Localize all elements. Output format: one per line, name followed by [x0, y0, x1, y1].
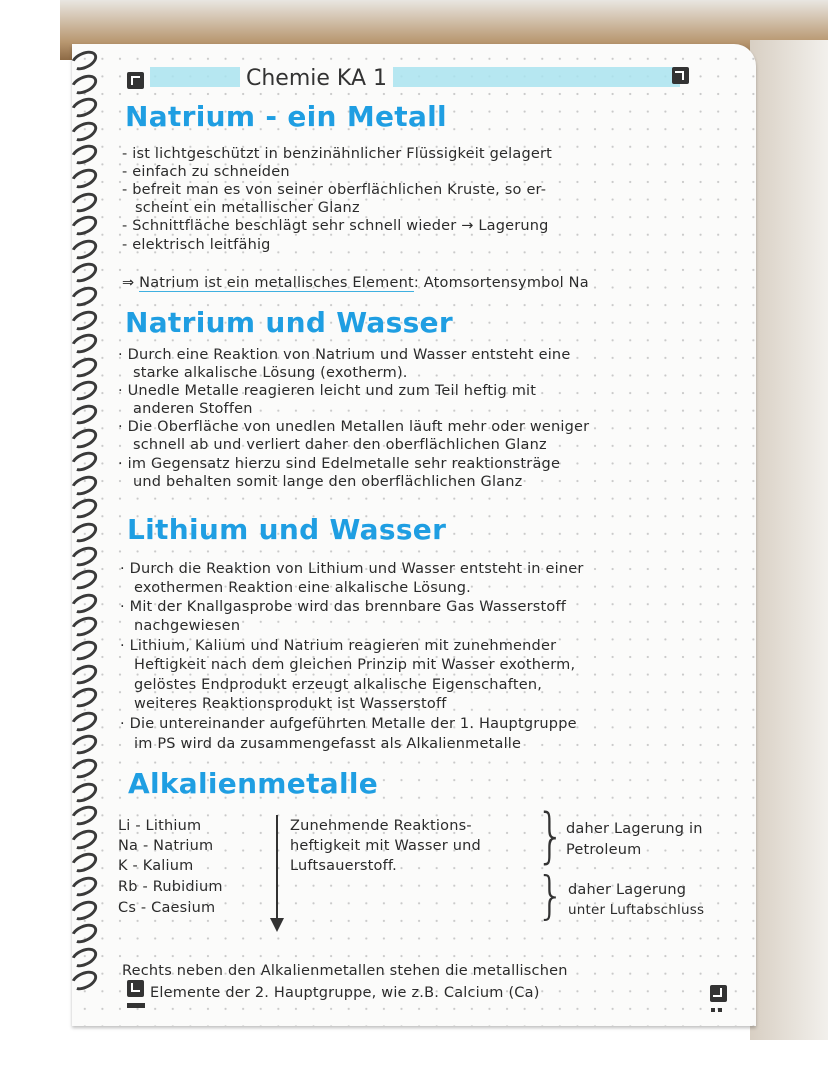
text-line: · im Gegensatz hierzu sind Edelmetalle sehr reaktionsträge [118, 456, 561, 472]
spiral-ring [68, 495, 101, 522]
title-highlight [150, 67, 680, 87]
corner-bracket-icon [710, 985, 727, 1002]
storage-text: unter Luftabschluss [568, 902, 705, 918]
spiral-ring [68, 94, 101, 121]
spiral-ring [68, 188, 101, 215]
spiral-ring [68, 896, 101, 923]
page-title: Chemie KA 1 [240, 66, 393, 91]
conclusion-underlined: Natrium ist ein metallisches Element [139, 275, 414, 291]
spiral-ring [68, 283, 101, 310]
text-line: · Unedle Metalle reagieren leicht und zum Teil heftig mit [118, 383, 537, 399]
spiral-ring [68, 778, 101, 805]
conclusion-rest: : Atomsortensymbol Na [413, 275, 589, 291]
spiral-ring [68, 849, 101, 876]
text-line: - einfach zu schneiden [122, 164, 290, 180]
spiral-ring [68, 920, 101, 947]
element-item: Na - Natrium [118, 838, 214, 854]
spiral-ring [68, 660, 101, 687]
heading-alkalienmetalle: Alkalienmetalle [128, 767, 379, 800]
spiral-ring [68, 141, 101, 168]
spiral-ring [68, 472, 101, 499]
text-line: · Mit der Knallgasprobe wird das brennbare Gas Wasserstoff [120, 599, 567, 615]
spiral-ring [68, 354, 101, 381]
text-line: schnell ab und verliert daher den oberflächlichen Glanz [133, 437, 547, 453]
decorative-dots [711, 1008, 715, 1012]
spiral-ring [68, 330, 101, 357]
text-line: und behalten somit lange den oberflächlichen Glanz [133, 474, 523, 490]
footer-line: Elemente der 2. Hauptgruppe, wie z.B. Calcium (Ca) [150, 985, 540, 1001]
spiral-ring [68, 755, 101, 782]
spiral-ring [68, 212, 101, 239]
background-right [750, 40, 828, 1040]
heading-lithium-wasser: Lithium und Wasser [127, 513, 447, 546]
text-line: · Lithium, Kalium und Natrium reagieren mit zunehmender [120, 638, 557, 654]
corner-bracket-icon [127, 980, 144, 997]
spiral-ring [68, 259, 101, 286]
spiral-ring [68, 542, 101, 569]
spiral-ring [68, 731, 101, 758]
text-line: weiteres Reaktionsprodukt ist Wasserstoff [134, 696, 447, 712]
text-line: · Die Oberfläche von unedlen Metallen läuft mehr oder weniger [118, 419, 590, 435]
text-line: exothermen Reaktion eine alkalische Lösung. [134, 580, 471, 596]
text-line: im PS wird da zusammengefasst als Alkalienmetalle [134, 736, 522, 752]
spiral-ring [68, 424, 101, 451]
spiral-ring [68, 306, 101, 333]
element-item: K - Kalium [118, 858, 194, 874]
storage-text: daher Lagerung in [566, 821, 703, 837]
spiral-ring [68, 70, 101, 97]
brace-icon: } [536, 865, 566, 925]
conclusion-line [122, 275, 589, 291]
spiral-ring [68, 165, 101, 192]
spiral-binding [62, 52, 102, 1012]
corner-bracket-icon [672, 67, 689, 84]
text-line: · Die untereinander aufgeführten Metalle der 1. Hauptgruppe [120, 716, 577, 732]
spiral-ring [68, 236, 101, 263]
text-line: Heftigkeit nach dem gleichen Prinzip mit Wasser exotherm, [134, 657, 576, 673]
spiral-ring [68, 566, 101, 593]
element-item: Rb - Rubidium [118, 879, 223, 895]
spiral-ring [68, 118, 101, 145]
text-line: · Durch eine Reaktion von Natrium und Wasser entsteht eine [118, 347, 571, 363]
implies-arrow: ⇒ [122, 275, 135, 291]
spiral-ring [68, 873, 101, 900]
heading-natrium-metall: Natrium - ein Metall [125, 100, 447, 133]
down-arrow-icon [276, 815, 278, 920]
element-item: Cs - Caesium [118, 900, 216, 916]
text-line: anderen Stoffen [133, 401, 253, 417]
spiral-ring [68, 590, 101, 617]
spiral-ring [68, 448, 101, 475]
text-line: gelöstes Endprodukt erzeugt alkalische Eigenschaften, [134, 677, 543, 693]
text-line: nachgewiesen [134, 618, 241, 634]
spiral-ring [68, 708, 101, 735]
footer-line: Rechts neben den Alkalienmetallen stehen die metallischen [122, 963, 568, 979]
text-line: - ist lichtgeschützt in benzinähnlicher Flüssigkeit gelagert [122, 146, 553, 162]
text-line: - Schnittfläche beschlägt sehr schnell wieder → Lagerung [122, 218, 549, 234]
spiral-ring [68, 684, 101, 711]
storage-text: Petroleum [566, 842, 642, 858]
text-line: · Durch die Reaktion von Lithium und Wasser entsteht in einer [120, 561, 584, 577]
spiral-ring [68, 967, 101, 994]
text-line: scheint ein metallischer Glanz [135, 200, 360, 216]
spiral-ring [68, 613, 101, 640]
text-line: starke alkalische Lösung (exotherm). [133, 365, 408, 381]
decorative-bar [127, 1003, 145, 1008]
heading-natrium-wasser: Natrium und Wasser [125, 306, 453, 339]
spiral-ring [68, 802, 101, 829]
spiral-ring [68, 826, 101, 853]
brace-icon: } [536, 799, 566, 871]
spiral-ring [68, 519, 101, 546]
spiral-ring [68, 637, 101, 664]
storage-text: daher Lagerung [568, 882, 687, 898]
trend-text: Zunehmende Reaktions- [290, 818, 472, 834]
spiral-ring [68, 944, 101, 971]
text-line: - befreit man es von seiner oberflächlichen Kruste, so er- [122, 182, 547, 198]
element-item: Li - Lithium [118, 818, 202, 834]
spiral-ring [68, 401, 101, 428]
text-line: - elektrisch leitfähig [122, 237, 271, 253]
trend-text: Luftsauerstoff. [290, 858, 397, 874]
arrowhead-icon [270, 918, 284, 932]
trend-text: heftigkeit mit Wasser und [290, 838, 481, 854]
spiral-ring [68, 377, 101, 404]
corner-bracket-icon [127, 72, 144, 89]
